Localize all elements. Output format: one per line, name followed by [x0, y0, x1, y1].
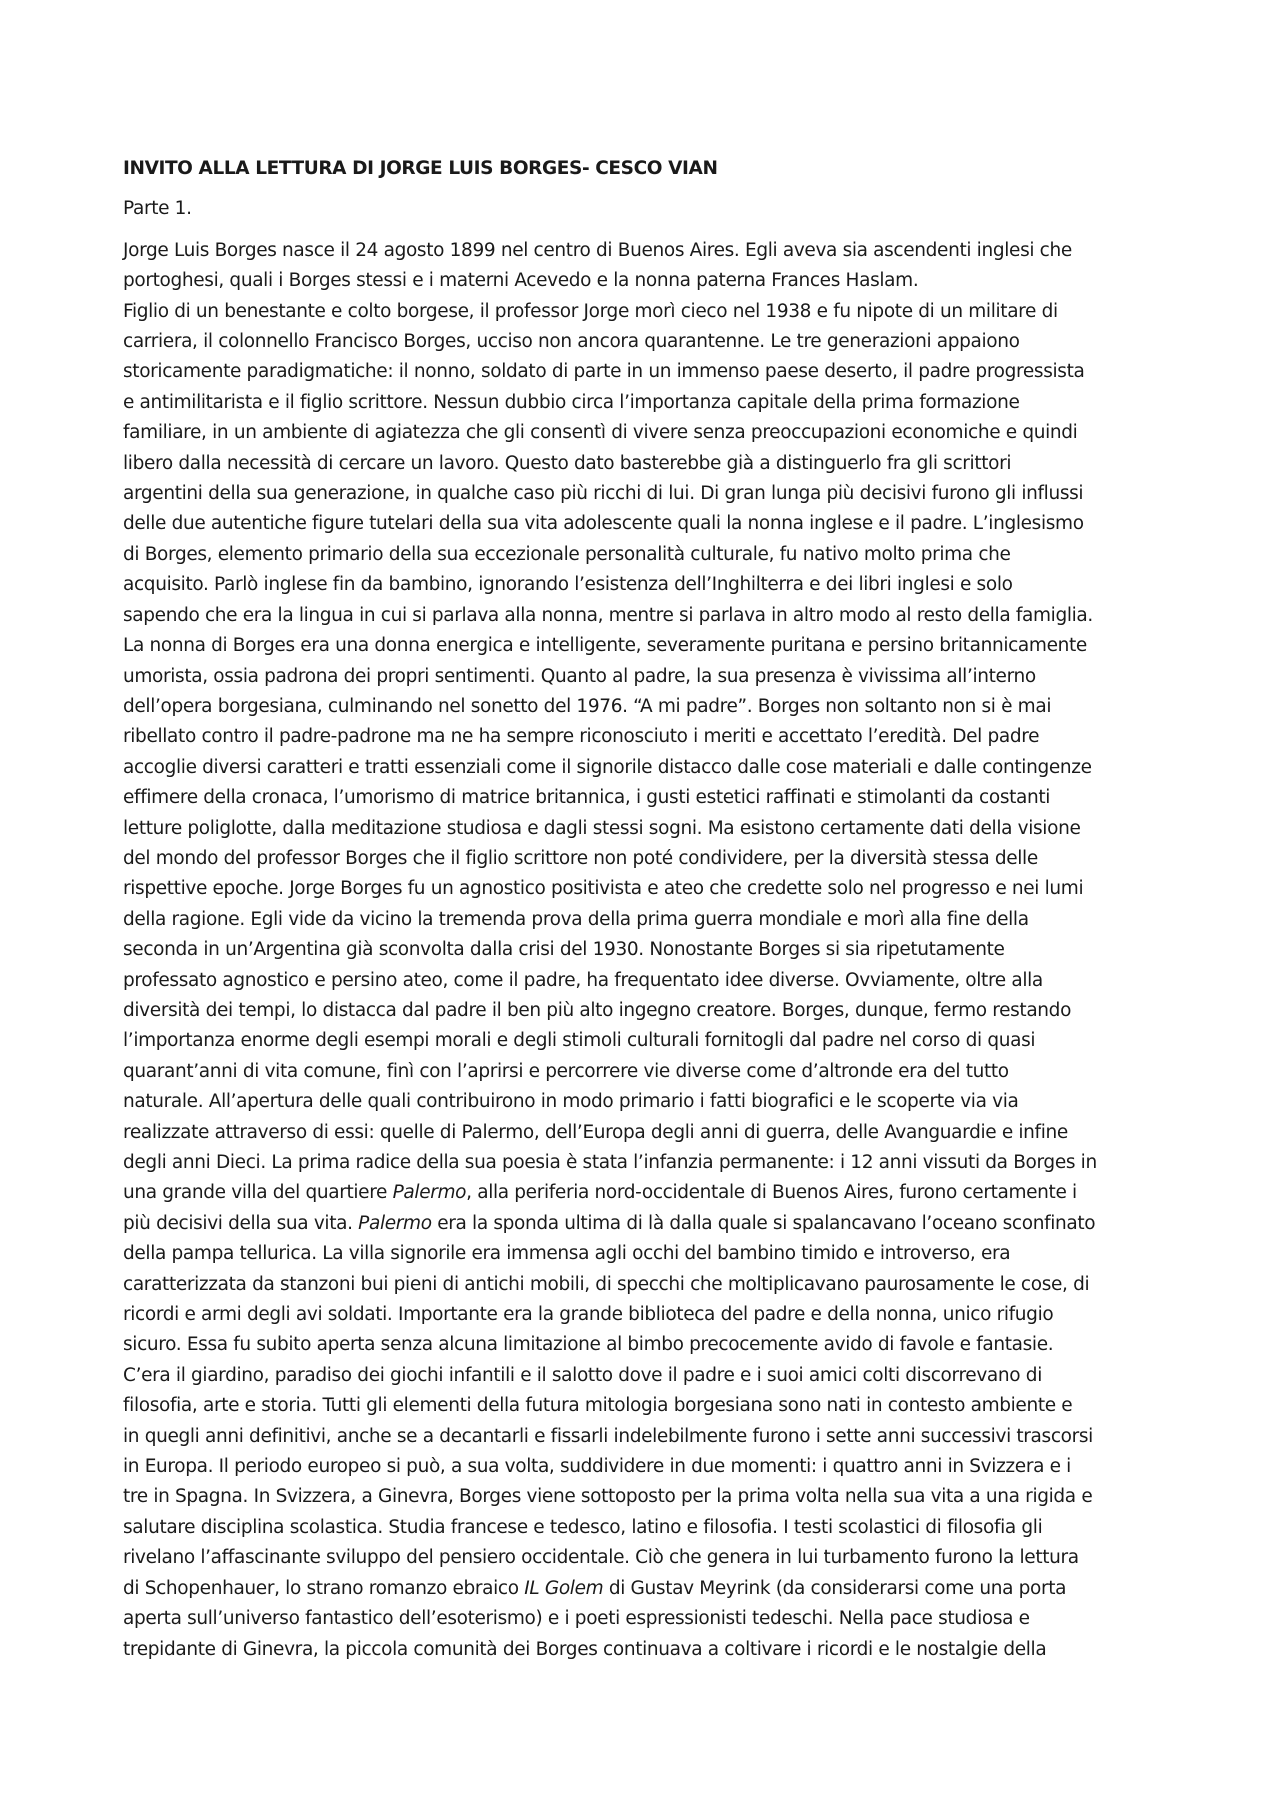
document-title: INVITO ALLA LETTURA DI JORGE LUIS BORGES- CESCO VIAN	[123, 158, 718, 179]
text-line	[123, 966, 1168, 996]
text-segment: della ragione. Egli vide da vicino la tremenda prova della prima guerra mondiale e morì alla fine della	[123, 908, 1029, 930]
text-segment: argentini della sua generazione, in qualche caso più ricchi di lui. Di gran lunga più decisivi furono gli influssi	[123, 483, 1084, 505]
text-segment: della pampa tellurica. La villa signorile era immensa agli occhi del bambino timido e introverso, era	[123, 1243, 1011, 1265]
text-segment: degli anni Dieci. La prima radice della sua poesia è stata l’infanzia permanente: i 12 anni vissuti da Borges in	[123, 1152, 1097, 1173]
italic-title: IL Golem	[524, 1577, 604, 1599]
text-segment: Jorge Luis Borges nasce il 24 agosto 1899 nel centro di Buenos Aires. Egli aveva sia ascendenti inglesi che	[123, 239, 1072, 261]
text-segment: più decisivi della sua vita.	[123, 1212, 359, 1234]
text-line	[123, 1118, 1168, 1148]
text-line	[123, 1635, 1168, 1665]
text-segment: del mondo del professor Borges che il figlio scrittore non poté condividere, per la diversità stessa delle	[123, 847, 1038, 869]
text-segment: l’importanza enorme degli esempi morali e degli stimoli culturali fornitogli dal padre nel corso di quasi	[123, 1030, 1036, 1052]
text-segment: La nonna di Borges era una donna energica e intelligente, severamente puritana e persino britannicamente	[123, 635, 1087, 657]
text-segment: quarant’anni di vita comune, finì con l’aprirsi e percorrere vie diverse come d’altronde era del tutto	[123, 1060, 1009, 1082]
document-page	[123, 154, 1168, 1665]
text-segment: sapendo che era la lingua in cui si parlava alla nonna, mentre si parlava in altro modo al resto della famiglia.	[123, 604, 1093, 626]
text-segment: letture poliglotte, dalla meditazione studiosa e dagli stessi sogni. Ma esistono certamente dati della visione	[123, 817, 1081, 839]
text-line	[123, 1300, 1168, 1330]
text-line	[123, 601, 1168, 631]
text-line	[123, 1482, 1168, 1512]
text-line	[123, 327, 1168, 357]
text-line	[123, 1148, 1168, 1178]
text-segment: e antimilitarista e il figlio scrittore. Nessun dubbio circa l’importanza capitale della prima formazione	[123, 391, 1020, 413]
text-line	[123, 1209, 1168, 1239]
italic-title: Palermo	[358, 1212, 432, 1234]
text-line	[123, 814, 1168, 844]
text-line	[123, 570, 1168, 600]
text-line	[123, 1330, 1168, 1360]
text-segment: dell’opera borgesiana, culminando nel sonetto del 1976. “A mi padre”. Borges non soltanto non si è mai	[123, 695, 1052, 717]
text-line	[123, 844, 1168, 874]
text-segment: tre in Spagna. In Svizzera, a Ginevra, Borges viene sottoposto per la prima volta nella sua vita a una rigida e	[123, 1486, 1093, 1508]
text-line	[123, 631, 1168, 661]
text-line	[123, 692, 1168, 722]
text-line	[123, 479, 1168, 509]
text-line	[123, 357, 1168, 387]
text-segment: di Gustav Meyrink (da considerarsi come una porta	[603, 1577, 1067, 1599]
text-segment: aperta sull’universo fantastico dell’esoterismo) e i poeti espressionisti tedeschi. Nella pace studiosa e	[123, 1608, 1030, 1630]
text-line	[123, 1026, 1168, 1056]
text-line	[123, 1391, 1168, 1421]
text-line	[123, 1604, 1168, 1634]
text-line	[123, 388, 1168, 418]
text-line	[123, 509, 1168, 539]
text-segment: professato agnostico e persino ateo, come il padre, ha frequentato idee diverse. Ovviamente, oltre alla	[123, 969, 1043, 991]
part-heading: Parte 1.	[123, 198, 192, 220]
text-line	[123, 1178, 1168, 1208]
text-segment: di Borges, elemento primario della sua eccezionale personalità culturale, fu nativo molto prima che	[123, 543, 1011, 565]
text-line	[123, 1057, 1168, 1087]
text-segment: di Schopenhauer, lo strano romanzo ebraico	[123, 1577, 525, 1599]
text-line	[123, 236, 1168, 266]
text-segment: familiare, in un ambiente di agiatezza che gli consentì di vivere senza preoccupazioni economiche e quindi	[123, 422, 1078, 444]
text-segment: salutare disciplina scolastica. Studia francese e tedesco, latino e filosofia. I testi scolastici di filosofia gli	[123, 1516, 1043, 1538]
text-segment: una grande villa del quartiere	[123, 1182, 393, 1204]
text-line	[123, 297, 1168, 327]
text-line	[123, 935, 1168, 965]
text-line	[123, 783, 1168, 813]
text-line	[123, 996, 1168, 1026]
text-segment: delle due autentiche figure tutelari della sua vita adolescente quali la nonna inglese e il padre. L’inglesismo	[123, 513, 1084, 535]
text-segment: effimere della cronaca, l’umorismo di matrice britannica, i gusti estetici raffinati e stimolanti da costanti	[123, 787, 1051, 809]
text-segment: diversità dei tempi, lo distacca dal padre il ben più alto ingegno creatore. Borges, dunque, fermo restando	[123, 999, 1072, 1021]
text-segment: umorista, ossia padrona dei propri sentimenti. Quanto al padre, la sua presenza è vivissima all’interno	[123, 665, 1036, 687]
text-segment: ricordi e armi degli avi soldati. Importante era la grande biblioteca del padre e della nonna, unico rifugio	[123, 1304, 1054, 1326]
text-line	[123, 449, 1168, 479]
text-line	[123, 1239, 1168, 1269]
text-line	[123, 722, 1168, 752]
text-segment: , alla periferia nord-occidentale di Buenos Aires, furono certamente i	[466, 1182, 1077, 1204]
text-segment: naturale. All’apertura delle quali contribuirono in modo primario i fatti biografici e le scoperte via via	[123, 1091, 1019, 1113]
body-paragraph	[123, 236, 1168, 1665]
text-line	[123, 418, 1168, 448]
text-line	[123, 662, 1168, 692]
text-segment: C’era il giardino, paradiso dei giochi infantili e il salotto dove il padre e i suoi amici colti discorrevano di	[123, 1364, 1042, 1386]
text-line	[123, 1087, 1168, 1117]
text-segment: sicuro. Essa fu subito aperta senza alcuna limitazione al bimbo precocemente avido di favole e fantasie.	[123, 1334, 1054, 1356]
text-line	[123, 540, 1168, 570]
text-line	[123, 1270, 1168, 1300]
text-segment: storicamente paradigmatiche: il nonno, soldato di parte in un immenso paese deserto, il padre progressista	[123, 361, 1085, 383]
text-segment: rispettive epoche. Jorge Borges fu un agnostico positivista e ateo che credette solo nel progresso e nei lumi	[123, 878, 1084, 900]
text-segment: caratterizzata da stanzoni bui pieni di antichi mobili, di specchi che moltiplicavano paurosamente le cose, di	[123, 1273, 1090, 1295]
text-line	[123, 1574, 1168, 1604]
text-segment: carriera, il colonnello Francisco Borges, ucciso non ancora quarantenne. Le tre generazioni appaiono	[123, 331, 1020, 353]
text-line	[123, 1422, 1168, 1452]
text-line	[123, 1452, 1168, 1482]
text-line	[123, 874, 1168, 904]
text-segment: rivelano l’affascinante sviluppo del pensiero occidentale. Ciò che genera in lui turbamento furono la lettura	[123, 1547, 1079, 1569]
text-segment: in quegli anni definitivi, anche se a decantarli e fissarli indelebilmente furono i sette anni successivi trascorsi	[123, 1425, 1093, 1447]
text-line	[123, 905, 1168, 935]
text-line	[123, 1513, 1168, 1543]
text-segment: libero dalla necessità di cercare un lavoro. Questo dato basterebbe già a distinguerlo fra gli scrittori	[123, 452, 1012, 474]
text-line	[123, 266, 1168, 296]
text-segment: accoglie diversi caratteri e tratti essenziali come il signorile distacco dalle cose materiali e dalle contingenze	[123, 756, 1092, 778]
text-segment: realizzate attraverso di essi: quelle di Palermo, dell’Europa degli anni di guerra, delle Avanguardie e infine	[123, 1121, 1068, 1143]
text-line	[123, 753, 1168, 783]
text-segment: portoghesi, quali i Borges stessi e i materni Acevedo e la nonna paterna Frances Haslam.	[123, 270, 919, 292]
text-segment: ribellato contro il padre-padrone ma ne ha sempre riconosciuto i meriti e accettato l’eredità. Del padre	[123, 726, 1040, 748]
text-segment: filosofia, arte e storia. Tutti gli elementi della futura mitologia borgesiana sono nati in contesto ambiente e	[123, 1395, 1073, 1417]
text-line	[123, 1361, 1168, 1391]
text-segment: trepidante di Ginevra, la piccola comunità dei Borges continuava a coltivare i ricordi e le nostalgie della	[123, 1638, 1047, 1660]
text-segment: era la sponda ultima di là dalla quale si spalancavano l’oceano sconfinato	[431, 1212, 1096, 1234]
text-segment: acquisito. Parlò inglese fin da bambino, ignorando l’esistenza dell’Inghilterra e dei libri inglesi e solo	[123, 574, 1013, 596]
text-segment: seconda in un’Argentina già sconvolta dalla crisi del 1930. Nonostante Borges si sia ripetutamente	[123, 939, 1005, 961]
italic-title: Palermo	[392, 1182, 467, 1204]
text-line	[123, 1543, 1168, 1573]
text-segment: in Europa. Il periodo europeo si può, a sua volta, suddividere in due momenti: i quattro anni in Svizzera e i	[123, 1456, 1071, 1478]
text-segment: Figlio di un benestante e colto borgese, il professor Jorge morì cieco nel 1938 e fu nipote di un militare di	[123, 300, 1058, 322]
